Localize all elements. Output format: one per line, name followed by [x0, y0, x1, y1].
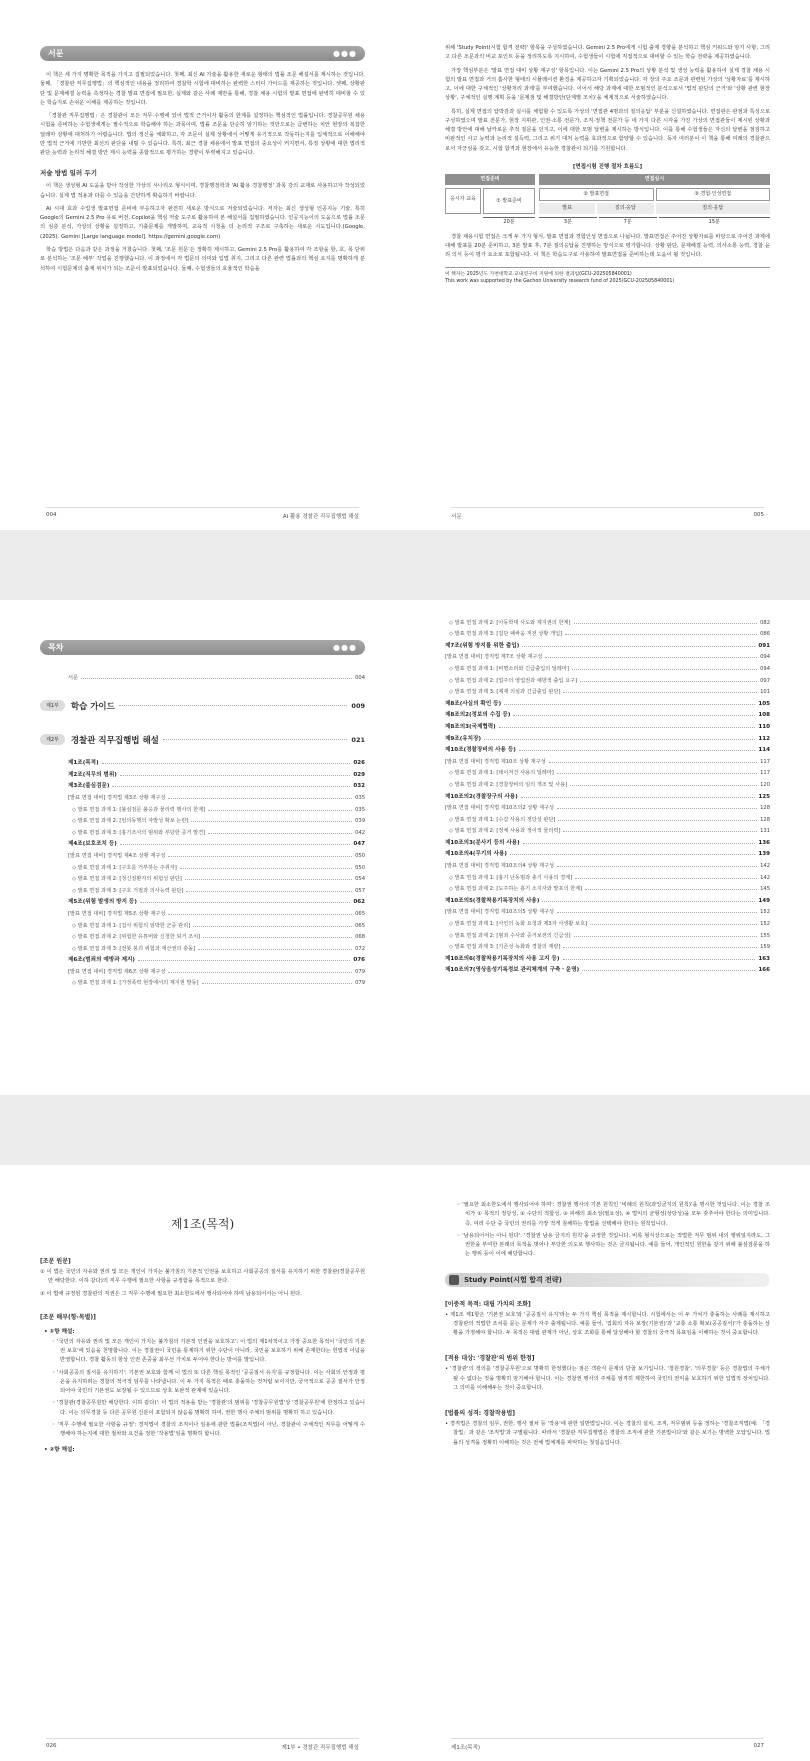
paragraph: 「경찰관 직무집행법」은 경찰관이 모든 직무 수행에 있어 법적 근거이자 활동의 한계를 설정하는 핵심적인 법률입니다. 경찰공무원 채용 시험을 준비하는 수험생에게는 필수적으로 학습해야 하는 과목이며, 법률 조문을 단순히 암기하는 것만으로는 급변하는 치안 현장의 복잡한 딜레마 상황에 대처하기 어렵습니다. 법의 정신을 체화하고, 각 조문이 실제 상황에서 어떻게 유기적으로 작동하는지를 입체적으로 이해해야만 법적 근거에 기반한 최선의 판단을 내릴 수 있습니다. 특히, 최근 경찰 채용에서 발표 면접의 중요성이 커지면서, 특정 상황에 대한 법리적 판단 능력과 논리적 해결 방안 제시 능력을 종합적으로 평가하는 경향이 뚜렷해지고 있습니다.: [40, 113, 365, 157]
toc-row[interactable]: [445, 892, 770, 904]
toc-entry-page: 072: [355, 945, 365, 952]
toc-row-preface[interactable]: 서문 004: [68, 674, 365, 681]
paragraph: 이 책은 세 가지 명확한 목적을 가지고 집필되었습니다. 첫째, 최신 AI 기술을 활용한 새로운 형태의 법률 조문 해설서를 제시하는 것입니다. 둘째, 「경찰관 직무집행법」의 핵심적인 내용을 정리하여 경찰학 시험에 대비하는 완벽한 스터디 가이드를 제공하는 것입니다. 셋째, 상황판단 및 문제해결 능력을 측정하는 경찰 발표 면접에 필요한, 실제와 같은 사례 제반을 통해, 경찰 채용 시험의 발표 면접에 완벽히 대비할 수 있는 학습지로 손쉬운 이해를 제공하는 것입니다.: [40, 72, 365, 106]
toc-row[interactable]: [445, 730, 770, 742]
toc-row[interactable]: [445, 626, 770, 638]
bullet-heading: • ②항 해설:: [44, 1447, 75, 1454]
dots-icon: ●●●: [333, 643, 357, 652]
section-header-preface: [40, 46, 365, 61]
toc-row[interactable]: [68, 824, 365, 836]
toc-row[interactable]: [445, 637, 770, 649]
toc-entry-page: 120: [760, 781, 770, 788]
toc-left-page: [0, 600, 405, 1095]
toc-row[interactable]: [68, 847, 365, 859]
paragraph: 이 책은 생성형 AI 도움을 받아 작성한 가상의 시나리오 형식이며, 경찰행정학과 'AI 활용 경찰행정' 과목 강의 교재로 사용하고자 작성되었습니다. 실제 법 적용과 다를 수 있음을 간단하게 확습하기 바랍니다.: [40, 183, 365, 199]
toc-entry-title: ◇ 발표 면접 과제 3: [전봇 붕괴 위험과 재산권의 충돌]: [72, 945, 196, 952]
footnote: 이 책자는 2025년도 가천대학교 교내연구비 지원에 의한 결과임(GCU-202505840001) This work was supported by the Gachon University research fund of 2025(GCU-202505840001): [445, 267, 770, 286]
toc-entry-page: 149: [758, 897, 770, 904]
article1-right-page: [405, 1165, 810, 1761]
book-icon: [449, 1275, 459, 1285]
part-tag: 제2부: [40, 734, 65, 745]
toc-entry-page: 128: [760, 816, 770, 823]
preface-left-page: [0, 0, 405, 530]
toc-entry-title: ◇ 발표 면접 과제 2: [정신질환자의 위험성 판단]: [72, 876, 182, 883]
toc-entry-page: 112: [758, 735, 770, 742]
toc-entry-title: [발표 면접 대비] 경직법 제3조 상황 재구성: [68, 794, 166, 801]
toc-row[interactable]: [445, 904, 770, 916]
section-title: 목차: [48, 643, 64, 652]
prep-steps: [445, 188, 535, 214]
running-head: 제1부 • 경찰관 직무집행법 해설: [281, 1745, 359, 1751]
toc-entry-page: 054: [355, 876, 365, 883]
preface-content-cont: [445, 44, 770, 286]
toc-entry-title: [발표 면접 대비] 경직법 제10조의5 상황 재구성: [445, 909, 555, 916]
toc-entry-page: 047: [353, 841, 365, 848]
toc-entry-title: [발표 면접 대비] 경직법 제10조의2 상황 재구성: [445, 805, 555, 812]
toc-entry-title: ◇ 발표 면접 과제 1: [가정폭력 현장에서의 제지권 발동]: [72, 980, 199, 987]
toc-entry-page: 035: [355, 794, 365, 801]
toc-row[interactable]: [445, 788, 770, 800]
toc-row[interactable]: [445, 742, 770, 754]
step-orientation: 응시자 교육: [445, 188, 481, 214]
toc-entry-page: 065: [355, 910, 365, 917]
toc-entry-title: [발표 면접 대비] 경직법 제4조 상황 재구성: [68, 852, 166, 859]
study-paragraph: • '경찰관'의 정의를 '경찰공무원'으로 명확히 한정했다는 점은 객관식 문제의 단골 보기입니다. '청원경찰', '의무경찰' 등은 경찰법의 주체가 될 수 없다는 것을 명확히 암기해야 합니다. 이는 경찰권 행사의 주체를 엄격히 제한하여 국민의 권익을 보호하기 위한 입법적 장치입니다. 그 의미를 이해해두는 것이 중요합니다.: [445, 1366, 770, 1391]
toc-entry-title: ◇ 발표 면접 과제 2: [경찰장비의 임의 개조 및 사용]: [449, 781, 568, 788]
time-personality: 15분: [659, 217, 771, 225]
time-present: 3분: [539, 217, 597, 225]
toc-entry-title: 제6조(범죄의 예방과 제지): [68, 957, 135, 964]
toc-row[interactable]: [445, 776, 770, 788]
toc-row[interactable]: [445, 927, 770, 939]
toc-row[interactable]: [445, 834, 770, 846]
toc-row[interactable]: [445, 684, 770, 696]
toc-entry-title: ◇ 발표 면접 과제 3: [집단 패싸움 직전 상황 개입]: [449, 631, 563, 638]
time-qa: 7분: [599, 217, 657, 225]
toc-row[interactable]: [445, 857, 770, 869]
study-paragraph: • 제1조 제1항은 '기본권 보호'와 '공공질서 유지'라는 두 가지 핵심 목적을 제시합니다. 시험에서는 이 두 가치가 충돌하는 사례를 제시하고 경찰관의 적법한 조치를 묻는 문제가 자주 출제됩니다. 예를 들어, '집회의 자유 보장(기본권)'과 '교통 소통 확보(공공질서)'가 충돌하는 상황을 가정해야 합니다. 두 목적은 대립 관계가 아닌, 상호 조화를 통해 달성해야 할 경찰의 궁극적 목표임을 이해하는 것이 중요합니다.: [445, 1311, 770, 1337]
toc-list: [40, 755, 365, 987]
toc-entry-page: 142: [760, 874, 770, 881]
toc-entry-title: ◇ 발표 면접 과제 3: [제재 의심과 긴급출입 판단]: [449, 689, 561, 696]
toc-entry-page: 079: [355, 968, 365, 975]
toc-entry-title: ◇ 발표 면접 과제 1: [수갑 사용의 정당성 판단]: [449, 816, 556, 823]
toc-row[interactable]: [68, 882, 365, 894]
paragraph: 가장 핵심부분은 '발표 면접 대비 상황 재구성' 항목입니다. 이는 Gemini 2.5 Pro의 상황 분석 및 생성 능력을 활용하여 실제 경찰 채용 시험의 발표 면접과 거의 흡사한 형태의 시뮬레이션 환경을 제공하고자 기획되었습니다. 각 장의 주요 조문과 관련된 가상의 '상황자료'를 제시하고, 이에 대한 구체적인 '상황처리 과제'를 부여했습니다. 이어서 해당 과제에 대한 모범적인 분석으로서 '법적 판단의 근거'와 '상황 관련 현장 상황', 구체적인 실행 계획 등을 '문제점 및 해결방안(단계별 조치)'을 체계적으로 서술하였습니다.: [445, 67, 770, 102]
toc-entry-title: 제8조의2(정보의 수집 등): [445, 712, 511, 719]
toc-entry-page: 117: [760, 770, 770, 777]
toc-row[interactable]: [68, 789, 365, 801]
flowchart-body: [445, 188, 770, 214]
article-paragraph: ① 이 법은 국민의 자유와 권리 및 모든 개인이 가지는 불가침의 기본적 인권을 보호하고 사회공공의 질서를 유지하기 위한 경찰관(경찰공무원만 해당한다. 이하 같다)의 직무 수행에 필요한 사항을 규정함을 목적으로 한다.: [40, 1269, 365, 1285]
time-prep: 20분: [483, 217, 535, 225]
toc-entry-title: ◇ 발표 면접 과제 1: [비명소리와 긴급출입의 딜레마]: [449, 665, 569, 672]
explanation: ◦ '남용되어서는 아니 된다': '경찰권 남용 금지의 원칙'을 규정한 것입니다. 비록 형식상으로는 적법한 직무 범위 내의 행위일지라도, 그 권한을 부여한 본래의 목적을 벗어나 부당한 의도로 행사하는 것은 금지됩니다. 예를 들어, 개인적인 원한을 갚기 위해 불심검문을 하는 행위 등이 이에 해당합니다.: [457, 1232, 770, 1258]
toc-entry-title: 제3조(불심검문): [68, 783, 110, 790]
toc-entry-title: ◇ 발표 면접 과제 1: [사인의 녹화 요청과 제3자 사생활 보호]: [449, 921, 588, 928]
toc-entry-title: ◇ 발표 면접 과제 2: [범죄 수사와 증거보전의 긴급성]: [449, 932, 571, 939]
article1-left-page: [0, 1165, 405, 1761]
explanation: ◦ '국민의 자유와 권리 및 모든 개인이 가지는 불가침의 기본적 인권을 보호하고': 이 법의 제1차적이고 가장 중요한 목적이 '국민의 기본권 보호'에 있음을 천명합니다. 이는 경찰권이 국민을 통제하기 위한 수단이 아니라, 국민을 보호하기 위해 존재한다는 헌법적 이념을 반영합니다. 경찰 활동의 항상 인권 존중을 최우선 가치로 두어야 한다는 방어를 말입니다.: [52, 1338, 365, 1364]
page-number: 004: [46, 512, 57, 518]
toc-entry-page: 050: [355, 864, 365, 871]
prep-header: 면접준비: [445, 174, 535, 185]
flowchart-title: [면접시험 진행 절차 흐름도]: [572, 163, 643, 170]
exec-steps: [539, 188, 770, 214]
toc-entry-page: 142: [760, 863, 770, 870]
toc-entry-page: 139: [758, 851, 770, 858]
toc-entry-page: 076: [353, 957, 365, 964]
toc-entry-page: 042: [355, 829, 365, 836]
toc-entry-title: [발표 면접 대비] 경직법 제7조 상황 재구성: [445, 654, 543, 661]
toc-entry-title: ◇ 발표 면접 과제 2: [정체 사용과 정이적 물리력]: [449, 828, 561, 835]
toc-entry-page: 152: [760, 921, 770, 928]
preface-content: [40, 46, 365, 278]
toc-entry-page: 159: [760, 944, 770, 951]
chapter-title: 제1조(목적): [170, 1217, 235, 1231]
toc-entry-title: 제7조(위험 방지를 위한 출입): [445, 642, 520, 649]
subheading: [조문 해부(항·목별)]: [40, 1313, 96, 1321]
toc-row[interactable]: [445, 800, 770, 812]
toc-entry-title: ◇ 발표 면접 과제 1: [불심검문 불응과 물리력 행사의 한계]: [72, 806, 206, 813]
paragraph: AI 시대 효과 수업생 발표면접 준비에 부응하고자 완전히 새로운 방식으로 저술되었습니다. 저자는 최신 생성형 인공지능 기술, 특히 Google의 Gemini 2.5 Pro 유료 버전, Copilot을 핵심 저술 도구로 활용하여 본 해설서를 집필하였습니다. 인공지능이의 도움으로 법률 조문의 심층 분석, 가상의 상황을 설정하고, 기출문제를 개발하며, 교육적 시청을 더 논리적 구조로 구축하는 새로운 시도입니다.(Google, (2025). Gemini [Large language model]. https://gemini.google.com): [40, 205, 365, 240]
toc-entry-title: ◇ 발표 면접 과제 2: [업주의 영업권과 예방적 출입 요구]: [449, 677, 578, 684]
toc-row[interactable]: [445, 660, 770, 672]
toc-entry-title: ◇ 발표 면접 과제 2: [임의동행의 자발성 확보 논란]: [72, 818, 189, 825]
toc-entry-page: 094: [760, 665, 770, 672]
toc-content: [40, 640, 365, 986]
toc-entry-page: 039: [355, 818, 365, 825]
study-point-banner: [445, 1273, 770, 1287]
toc-entry-page: 155: [760, 932, 770, 939]
toc-entry-title: ◇ 발표 면접 과제 2: [도주하는 흉기 소지자와 발포의 한계]: [449, 886, 583, 893]
flowchart-times: [445, 217, 770, 225]
toc-entry-page: 163: [758, 955, 770, 962]
toc-row[interactable]: [445, 962, 770, 974]
part-title: 학습 가이드: [70, 701, 115, 712]
toc-row[interactable]: [68, 929, 365, 941]
toc-row[interactable]: [68, 871, 365, 883]
toc-row[interactable]: [68, 778, 365, 790]
flowchart-headers: [445, 174, 770, 185]
toc-entry-title: ◇ 발표 면접 과제 1: [흉기 난동범과 총기 사용의 경계]: [449, 874, 573, 881]
toc-part-2[interactable]: 제2부 경찰관 직무집행법 해설 021: [40, 731, 365, 749]
explanation: ◦ '경찰관(경찰공무원만 해당한다. 이하 같다)': 이 법의 적용을 받는 '경찰관'의 범위를 '경찰공무원법'상 '경찰공무원'에 한정하고 있습니다. 이는 의무경찰 등 다른 공무원 신분이 포함되지 않음을 명확히 하여, 권한 행사 주체의 범위를 명확히 하고 있습니다.: [52, 1400, 365, 1416]
page-label: 서문: [451, 514, 462, 520]
toc-row[interactable]: [68, 813, 365, 825]
study-title: Study Point(시험 합격 전략): [464, 1275, 562, 1284]
part-title: 경찰관 직무집행법 해설: [70, 735, 159, 746]
toc-row[interactable]: [68, 836, 365, 848]
toc-row[interactable]: [445, 649, 770, 661]
toc-row[interactable]: [68, 755, 365, 767]
toc-row[interactable]: [445, 950, 770, 962]
toc-row[interactable]: [68, 894, 365, 906]
preface-right-page: [405, 0, 810, 530]
toc-entry-title: ◇ 발표 면접 과제 3: [구호 거절과 의사능력 판단]: [72, 887, 184, 894]
page-footer: [451, 1738, 764, 1751]
toc-part-1[interactable]: 제1부 학습 가이드 009: [40, 697, 365, 715]
toc-entry-title: 제5조(위험 발생의 방지 등): [68, 899, 137, 906]
article1-content-cont: [445, 1201, 770, 1451]
toc-entry-title: [발표 면접 대비] 경직법 제10조 상황 재구성: [445, 758, 546, 765]
explanation: ◦ '직무 수행에 필요한 사항을 규정': 경직법이 경찰의 조직이나 임용에 관한 법률(조직법)이 아닌, 경찰관이 구체적인 직무를 어떻게 수행해야 하는지에 대한 절차와 요건을 정한 '작용법'임을 명확히 합니다.: [52, 1421, 365, 1438]
toc-row[interactable]: [445, 846, 770, 858]
toc-entry-page: 050: [355, 852, 365, 859]
interview-flowchart: [445, 162, 770, 225]
toc-row[interactable]: [445, 881, 770, 893]
toc-entry-page: 166: [758, 967, 770, 974]
toc-entry-page: 068: [355, 934, 365, 941]
toc-entry-title: 제9조(유치장): [445, 735, 482, 742]
toc-row[interactable]: [445, 915, 770, 927]
toc-entry-page: 035: [355, 806, 365, 813]
toc-entry-title: 제10조의5(경찰착용기록장치의 사용): [445, 897, 540, 904]
toc-entry-page: 082: [760, 619, 770, 626]
toc-row[interactable]: [68, 766, 365, 778]
toc-entry-title: [발표 면접 대비] 경직법 제6조 상황 재구성: [68, 968, 166, 975]
page-number: 026: [46, 1743, 57, 1749]
toc-entry-title: 제10조의7(영상음성기록정보 관리체계의 구축ㆍ운영): [445, 967, 580, 974]
toc-entry-page: 091: [758, 642, 770, 649]
subheading: [법률의 성격: 경찰작용법]: [445, 1410, 516, 1418]
explanation: ◦ '필요한 최소한도에서 행사되어야 하며': 경찰권 행사의 기본 원칙인 '비례의 원칙(과잉금지의 원칙)'을 명시한 것입니다. 이는 경찰 조치가 ① 목적의 정당성, ② 수단의 적합성, ③ 피해의 최소성(필요성), ④ 법익의 균형성(상당성)을 모두 갖추어야 한다는 의미입니다. 즉, 여러 수단 중 국민의 권리를 가장 적게 침해하는 방법을 선택해야 한다는 원칙입니다.: [457, 1202, 770, 1227]
section-title: 서문: [48, 49, 64, 58]
toc-entry-title: ◇ 발표 면접 과제 1: [구호를 거부하는 주취자]: [72, 864, 177, 871]
toc-list: [445, 614, 770, 973]
toc-row[interactable]: [445, 614, 770, 626]
toc-entry-page: 094: [760, 654, 770, 661]
toc-entry-title: ◇ 발표 면접 과제 2: [위험한 유튜버와 신청한 퇴거 조치]: [72, 934, 201, 941]
toc-entry-page: 086: [760, 631, 770, 638]
toc-entry-page: 136: [758, 839, 770, 846]
section-header-toc: [40, 640, 365, 655]
toc-row[interactable]: [445, 939, 770, 951]
paragraph: 특히, 실제 면접의 압박감과 실시를 체험할 수 있도록 가상의 '면접관 4명과의 질의응답' 부분을 신설하였습니다. 면접관은 관점과 특성으로 구성하였으며 발표 전문가, 현장 지휘관, 인권·소통 전문가, 조직·정책 전문가 등 네 가지 다른 시각을 가진 가상의 면접관들이 제시된 상황과 해결 방안에 대해 날카로운 추적 질문을 던지고, 이에 대한 모범 답변을 제시하는 방식입니다. 이를 통해 수험생들은 자신의 답변을 점검하고 비판적인 사고 능력과 논리적 설득력, 그리고 위기 대처 능력을 효과적으로 함양할 수 있습니다. 독자 여러분이 이 책을 통해 미래의 경찰관으로서 자긍심을 갖고, 시험 합격과 현장에서 유능한 경찰관이 되기를 기원합니다.: [445, 108, 770, 152]
exec-header: 면접실시: [539, 174, 770, 185]
toc-entry-title: 제2조(직무의 범위): [68, 771, 117, 778]
toc-entry-page: 125: [758, 793, 770, 800]
toc-row[interactable]: [445, 823, 770, 835]
toc-entry-page: 152: [760, 909, 770, 916]
subheading: 저술 방법 일러 두기: [40, 169, 98, 178]
toc-row[interactable]: [445, 811, 770, 823]
paragraph: 경찰 채용시험 면접은 크게 두 가지 형식, 발표 면접과 경험인성 면접으로 나뉩니다. 발표면접은 주어진 상황자료를 바탕으로 주어진 과제에 대해 발표를 20분 준비하고, 3분 발표 후, 7분 질의응답을 진행하는 방식으로 평가합니다. 상황 판단, 문제해결 능력, 의사소통 능력, 경찰 윤리 의식 등이 평가 요소로 포함됩니다. 이 책은 학습도구로 사용하여 발표면접을 준비하는데 도움이 될 것입니다.: [445, 233, 770, 259]
toc-entry-title: ◇ 발표 면접 과제 1: [집사 위험의 임박한 군중 관리]: [72, 922, 191, 929]
page-label: 제1조(목적): [451, 1745, 481, 1751]
toc-row[interactable]: [445, 869, 770, 881]
toc-entry-page: 105: [758, 700, 770, 707]
toc-entry-page: 062: [353, 899, 365, 906]
toc-entry-title: ◇ 발표 면접 과제 3: [기존성 녹화와 경찰의 재량]: [449, 944, 561, 951]
toc-entry-page: 110: [758, 723, 770, 730]
toc-entry-page: 057: [355, 887, 365, 894]
toc-entry-page: 029: [353, 771, 365, 778]
toc-entry-title: 제10조의6(경찰착용기록장치의 사용 고지 등): [445, 955, 560, 962]
toc-entry-title: ◇ 발표 면접 과제 2: [아동학대 사도와 제지권의 한계]: [449, 619, 571, 626]
toc-row[interactable]: [68, 963, 365, 975]
toc-entry-page: 026: [353, 760, 365, 767]
toc-entry-title: 제10조의3(분사기 등의 사용): [445, 839, 520, 846]
toc-entry-page: 032: [353, 783, 365, 790]
toc-row[interactable]: [68, 905, 365, 917]
subheading: [이중적 목적: 대립 가치의 조화]: [445, 1300, 531, 1308]
toc-entry-title: 제4조(보호조치 등): [68, 841, 117, 848]
step-personality: ③ 경험·인성면접 질의·응답: [656, 188, 771, 214]
explanation: ◦ '사회공공의 질서를 유지하기': 기본권 보호와 함께 이 법의 또 다른 핵심 목적인 '공공질서 유지'를 규정합니다. 이는 사회의 안정과 평온을 유지하려는 경찰의 적극적 임무를 나타냅니다. 이 두 가지 목적은 때로 충돌하는 것처럼 보이지만, 궁극적으로 공공 질서가 안정되어야 국민의 기본권도 보장될 수 있으므로 상호 보완적 관계에 있습니다.: [52, 1369, 365, 1395]
step-presentation: ② 발표면접 발표 질의·응답: [539, 188, 654, 214]
toc-row[interactable]: [445, 672, 770, 684]
toc-row[interactable]: [68, 940, 365, 952]
toc-entry-title: ◇ 발표 면접 과제 3: [흉기조사의 범위와 부당한 증거 발견]: [72, 829, 206, 836]
toc-row[interactable]: [445, 707, 770, 719]
toc-entry-page: 101: [760, 689, 770, 696]
toc-entry-title: ◇ 발표 면접 과제 1: [테이저건 사용의 딜레마]: [449, 770, 554, 777]
toc-entry-title: 제1조(목적): [68, 760, 99, 767]
toc-entry-title: [발표 면접 대비] 경직법 제5조 상황 재구성: [68, 910, 166, 917]
toc-row[interactable]: [445, 765, 770, 777]
page-footer: [46, 507, 359, 520]
toc-row[interactable]: [68, 975, 365, 987]
subheading: [적용 대상: '경찰관'의 범위 한정]: [445, 1355, 535, 1363]
toc-entry-title: [발표 면접 대비] 경직법 제10조의4 상황 재구성: [445, 863, 555, 870]
dots-icon: ●●●: [333, 49, 357, 58]
toc-entry-page: 114: [758, 747, 770, 754]
article1-content: [40, 1215, 365, 1456]
toc-entry-title: 제10조의4(무기의 사용): [445, 851, 507, 858]
page-number: 027: [753, 1743, 764, 1749]
toc-row[interactable]: [68, 952, 365, 964]
toc-row[interactable]: [445, 753, 770, 765]
part-tag: 제1부: [40, 700, 65, 711]
toc-entry-page: 131: [760, 828, 770, 835]
subheading: [조문 원문]: [40, 1258, 71, 1265]
article-paragraph: ② 이 법에 규정된 경찰관의 직권은 그 직무 수행에 필요한 최소한도에서 행사되어야 하며 남용되어서는 아니 된다.: [40, 1290, 302, 1297]
toc-entry-title: 제8조(사실의 확인 등): [445, 700, 502, 707]
toc-entry-page: 117: [760, 758, 770, 765]
paragraph: 위해 'Study Point(시험 합격 전략)' 항목을 구성하였습니다. Gemini 2.5 Pro에게 시험 출제 경향을 분석하고 핵심 키워드와 암기 사항, 그리고 다른 조문과의 비교 포인트 등을 정리하도록 지시하여, 수험생들이 시험에 직접적으로 대비할 수 있는 학습 전략을 제공하였습니다.: [445, 45, 770, 61]
running-head: AI 활용 경찰관 직무집행법 해설: [282, 514, 359, 520]
toc-entry-page: 079: [355, 980, 365, 987]
toc-row[interactable]: [68, 801, 365, 813]
step-prep: ① 발표준비: [483, 188, 535, 214]
toc-row[interactable]: [445, 718, 770, 730]
toc-row[interactable]: [445, 695, 770, 707]
bullet-heading: • ①항 해설:: [44, 1328, 75, 1335]
paragraph: 학습 방법은 다음과 같은 과정을 거쳤습니다. 첫째, '조문 원문'은 정확히 제시하고, Gemini 2.5 Pro를 활용하여 각 조항을 항, 호, 목 단위로 분석하는 '조문 해부' 작업을 진행했습니다. 이 과정에서 각 법문의 의미와 입법 취지, 그리고 다른 관련 법률과의 핵심 요지를 명확하게 분석하여 시험문제의 출제 위치가 되는 조문이 발표되었습니다. 둘째, 수험생들의 효율적인 학습을: [40, 246, 365, 272]
toc-row[interactable]: [68, 917, 365, 929]
page-number: 005: [753, 512, 764, 518]
toc-right-page: [405, 600, 810, 1095]
toc-entry-page: 128: [760, 805, 770, 812]
toc-entry-title: 제8조의3(국제협력): [445, 723, 496, 730]
toc-entry-title: 제10조의2(경찰장구의 사용): [445, 793, 518, 800]
study-paragraph: • 경직법은 경찰의 임무, 권한, 행사 절차 등 '작용'에 관한 일반법입니다. 이는 경찰의 설치, 조직, 직무범위 등을 정하는 '경찰조직법(예: 「경찰법」과 같은 '조직법'과 구별됩니다. 따라서 '경찰관 직무집행법은 경찰의 조직에 관한 기본법이다'와 같은 보기는 명백한 오답입니다. 법률의 성격을 정확히 이해하는 것은 전체 법체계를 파악하는 첫걸음입니다.: [445, 1421, 770, 1446]
toc-row[interactable]: [68, 859, 365, 871]
page-footer: [46, 1738, 359, 1751]
page-footer: [451, 507, 764, 520]
toc-entry-title: 제10조(경찰장비의 사용 등): [445, 747, 516, 754]
toc-entry-page: 065: [355, 922, 365, 929]
toc-entry-page: 097: [760, 677, 770, 684]
toc-entry-page: 145: [760, 886, 770, 893]
toc-entry-page: 108: [758, 712, 770, 719]
